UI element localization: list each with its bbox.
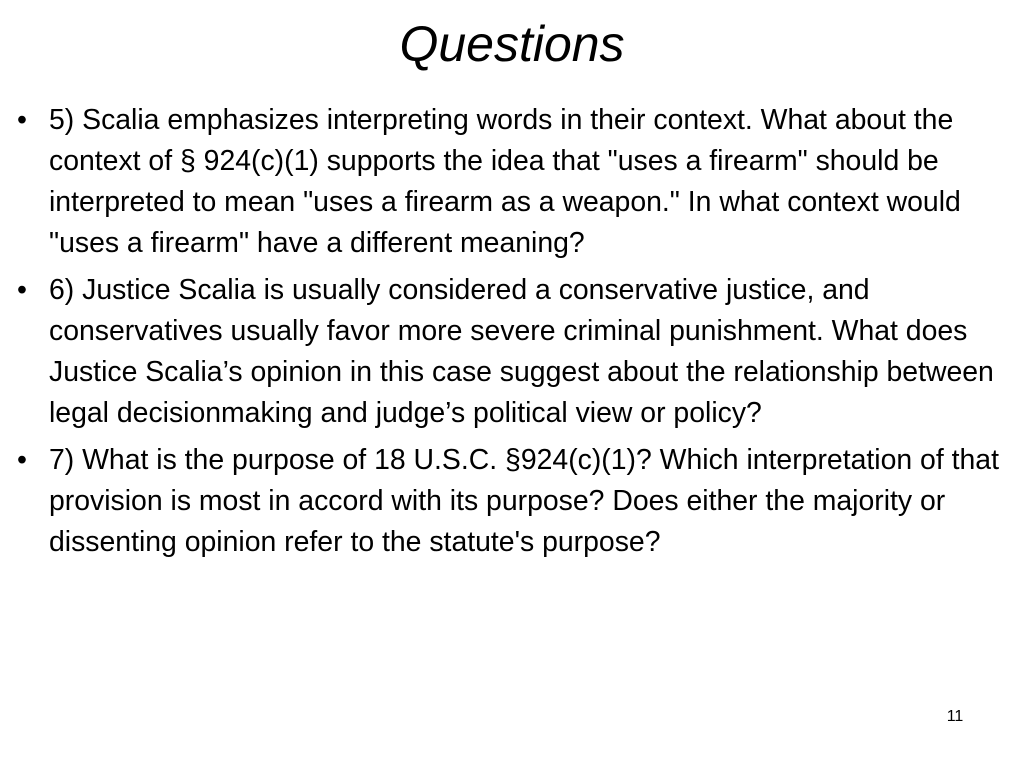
question-list [12, 100, 1012, 569]
bullet-icon: • [17, 274, 27, 306]
question-text: 6) Justice Scalia is usually considered a conservative justice, and conservatives usually favor more severe criminal punishment. What does Justice Scalia’s opinion in this case suggest about the relationship between legal decisionmaking and judge’s political view or policy? [49, 274, 994, 429]
question-text: 7) What is the purpose of 18 U.S.C. §924(c)(1)? Which interpretation of that provision is most in accord with its purpose? Does either the majority or dissenting opinion refer to the statute's purpose? [49, 444, 999, 558]
question-item [12, 270, 1012, 434]
bullet-icon: • [17, 104, 27, 136]
slide-title: Questions [399, 16, 625, 72]
question-item [12, 100, 1012, 264]
slide-number: 11 [946, 708, 964, 725]
question-text: 5) Scalia emphasizes interpreting words in their context. What about the context of § 924(c)(1) supports the idea that "uses a firearm" should be interpreted to mean "uses a firearm as a weapon." In what context would "uses a firearm" have a different meaning? [49, 104, 961, 259]
question-item [12, 440, 1012, 563]
bullet-icon: • [17, 444, 27, 476]
